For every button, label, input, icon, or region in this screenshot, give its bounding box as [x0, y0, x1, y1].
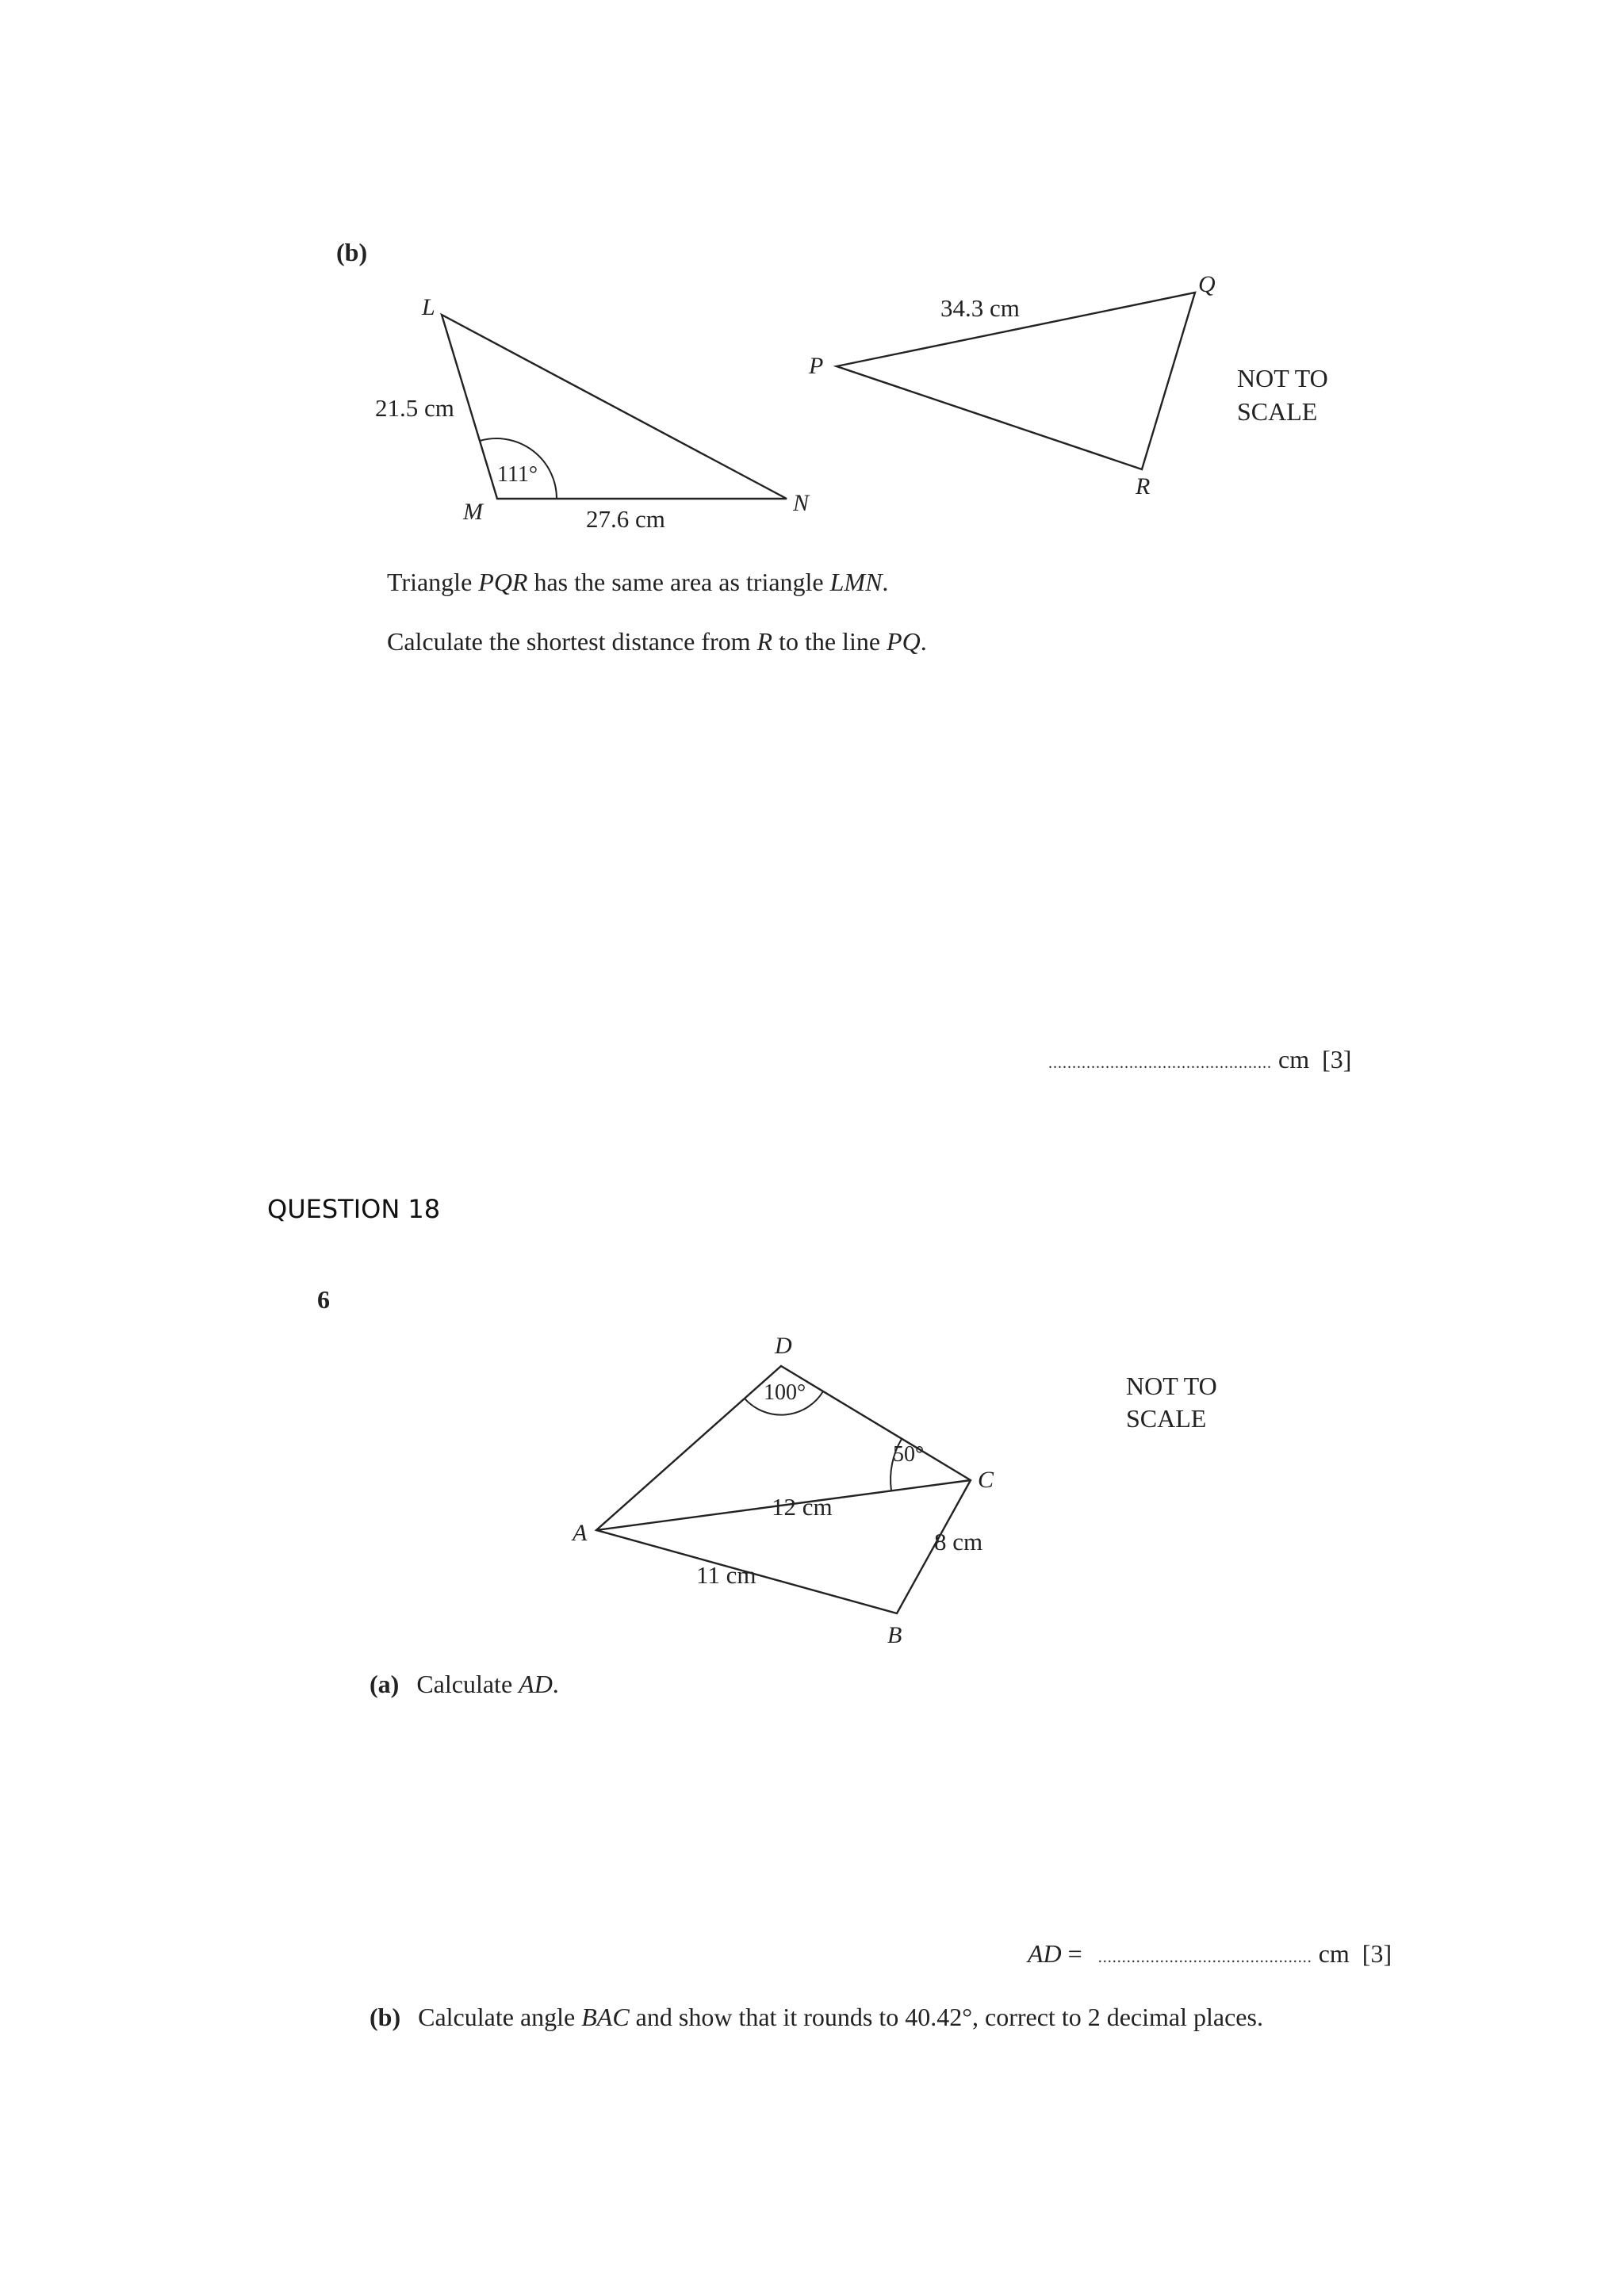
answer-unit-ad: cm — [1318, 1939, 1350, 1968]
part-a-text-1: Calculate — [416, 1670, 519, 1698]
part-b-bac: BAC — [581, 2003, 630, 2031]
vertex-A-label: A — [573, 1520, 588, 1546]
part-a-label: (a) — [370, 1670, 400, 1698]
answer-marks-top: [3] — [1322, 1045, 1352, 1073]
statement-text-3: . — [882, 568, 889, 596]
not-to-scale-note-top — [1237, 362, 1328, 428]
part-a-text-2: . — [552, 1670, 559, 1698]
answer-marks-ad: [3] — [1362, 1939, 1392, 1968]
vertex-Q-label: Q — [1198, 271, 1216, 297]
answer-line-ad — [1028, 1939, 1392, 1969]
question-text-1: Calculate the shortest distance from — [387, 627, 757, 656]
triangle-pqr-figure — [808, 271, 1216, 499]
side-ab-label: 11 cm — [696, 1561, 756, 1589]
vertex-P-label: P — [809, 353, 824, 379]
vertex-M-label: M — [463, 499, 483, 525]
answer-line-top — [1048, 1045, 1351, 1074]
answer-ad-prefix: AD — [1028, 1939, 1062, 1968]
statement-lmn: LMN — [829, 568, 883, 596]
part-b-text-2: and show that it rounds to 40.42°, correct to 2 decimal places. — [629, 2003, 1263, 2031]
angle-d-label: 100° — [764, 1380, 806, 1405]
not-to-scale-q6-line2: SCALE — [1126, 1404, 1207, 1433]
side-ac-label: 12 cm — [772, 1493, 833, 1521]
question-shortest-distance — [387, 627, 927, 656]
answer-dots-top[interactable]: ............................................... — [1048, 1054, 1272, 1072]
vertex-N-label: N — [793, 490, 810, 516]
part-b-text-1: Calculate angle — [418, 2003, 582, 2031]
angle-m-label: 111° — [497, 462, 538, 487]
answer-unit-top: cm — [1278, 1045, 1310, 1073]
vertex-L-label: L — [422, 294, 435, 320]
not-to-scale-line2: SCALE — [1237, 397, 1318, 426]
vertex-D-label: D — [775, 1333, 792, 1359]
part-a-ad: AD — [519, 1670, 553, 1698]
question-pq: PQ — [887, 627, 921, 656]
vertex-B-label: B — [887, 1622, 902, 1648]
question-r: R — [756, 627, 773, 656]
side-bc-label: 8 cm — [934, 1528, 983, 1556]
question-heading: QUESTION 18 — [267, 1194, 441, 1224]
answer-dots-ad[interactable]: ............................................. — [1097, 1949, 1312, 1966]
part-b-label: (b) — [336, 238, 368, 266]
statement-text-1: Triangle — [387, 568, 479, 596]
part-a-question — [370, 1670, 559, 1699]
question-text-3: . — [920, 627, 927, 656]
quadrilateral-abcd-figure — [571, 1333, 994, 1648]
angle-c-label: 50° — [893, 1442, 925, 1467]
not-to-scale-note-q6 — [1126, 1370, 1217, 1435]
triangle-lmn-figure — [375, 294, 810, 533]
vertex-R-label: R — [1136, 473, 1151, 499]
question-number: 6 — [317, 1285, 330, 1314]
answer-ad-equals: = — [1061, 1939, 1082, 1968]
statement-text-2: has the same area as triangle — [527, 568, 830, 596]
not-to-scale-q6-line1: NOT TO — [1126, 1372, 1217, 1400]
side-mn-label: 27.6 cm — [586, 505, 665, 533]
side-pq-label: 34.3 cm — [940, 294, 1020, 322]
statement-pqr: PQR — [478, 568, 528, 596]
triangle-lmn-outline — [442, 315, 787, 499]
vertex-C-label: C — [978, 1467, 994, 1493]
part-b-question — [370, 2003, 1263, 2032]
question-text-2: to the line — [772, 627, 887, 656]
not-to-scale-line1: NOT TO — [1237, 364, 1328, 392]
side-lm-label: 21.5 cm — [375, 394, 454, 422]
statement-pqr-same-area — [387, 568, 888, 597]
part-b-q6-label: (b) — [370, 2003, 401, 2031]
